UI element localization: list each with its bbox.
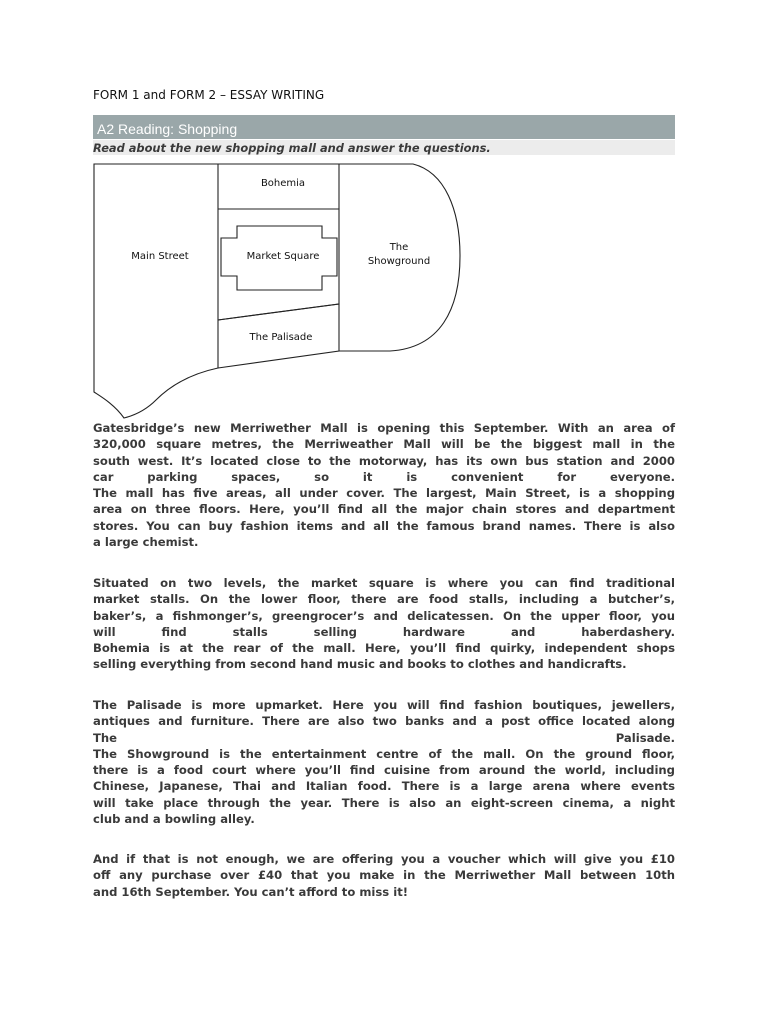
text-line: market stalls. On the lower floor, there are food stalls, including a butcher’s, (93, 592, 675, 607)
text-line: The Showground is the entertainment centre of the mall. On the ground floor, (93, 746, 675, 761)
text-fragment: Palisade. (615, 730, 675, 745)
form-heading: FORM 1 and FORM 2 – ESSAY WRITING (93, 88, 325, 102)
text-line: selling everything from second hand music and books to clothes and handicrafts. (93, 657, 627, 672)
text-line: car parking spaces, so it is convenient for everyone. (93, 469, 675, 484)
article-paragraph-2 (93, 575, 675, 673)
main-street-area (94, 164, 218, 418)
text-line: Gatesbridge’s new Merriwether Mall is opening this September. With an area of (93, 421, 675, 435)
text-line: And if that is not enough, we are offering you a voucher which will give you £10 (93, 852, 675, 866)
text-line: Situated on two levels, the market square is where you can find traditional (93, 576, 675, 590)
map-label-bohemia: Bohemia (260, 178, 306, 189)
article-paragraph-3 (93, 697, 675, 827)
text-line: stores. You can buy fashion items and all the famous brand names. There is also (93, 518, 675, 533)
article-paragraph-4 (93, 851, 675, 900)
article-paragraph-1 (93, 420, 675, 550)
text-line: Chinese, Japanese, Thai and Italian food. There is a large arena where events (93, 779, 675, 794)
banner-title: A2 Reading: Shopping (97, 121, 238, 137)
text-line: Bohemia is at the rear of the mall. Here, you’ll find quirky, independent shops (93, 641, 675, 656)
section-banner (93, 115, 675, 139)
instruction-text: Read about the new shopping mall and answer the questions. (93, 141, 491, 155)
text-line: The mall has five areas, all under cover. The largest, Main Street, is a shopping (93, 486, 675, 501)
text-line: The Palisade is more upmarket. Here you will find fashion boutiques, jewellers, (93, 698, 675, 712)
map-label-palisade: The Palisade (249, 332, 313, 343)
text-line: off any purchase over £40 that you make in the Merriwether Mall between 10th (93, 868, 675, 883)
text-line: antiques and furniture. There are also two banks and a post office located along (93, 714, 675, 729)
text-line: will take place through the year. There is also an eight-screen cinema, a night (93, 795, 675, 810)
map-label-market-square: Market Square (246, 251, 320, 262)
map-label-showground-line2: Showground (367, 256, 431, 267)
text-line: a large chemist. (93, 535, 199, 550)
text-line: baker’s, a fishmonger’s, greengrocer’s and delicatessen. On the upper floor, you (93, 608, 675, 623)
map-label-main-street: Main Street (131, 251, 189, 262)
text-line: will find stalls selling hardware and haberdashery. (93, 624, 675, 639)
text-line: there is a food court where you’ll find cuisine from around the world, including (93, 763, 675, 778)
text-line: south west. It’s located close to the motorway, has its own bus station and 2000 (93, 453, 675, 468)
text-line: area on three floors. Here, you’ll find all the major chain stores and department (93, 502, 675, 517)
text-fragment: The (93, 730, 118, 745)
mall-map (90, 160, 470, 422)
text-line (93, 730, 675, 746)
instruction-bar (93, 140, 675, 155)
text-line: club and a bowling alley. (93, 812, 255, 827)
text-line: 320,000 square metres, the Merriweather Mall will be the biggest mall in the (93, 437, 675, 452)
map-label-showground-line1: The (389, 242, 409, 253)
text-line: and 16th September. You can’t afford to miss it! (93, 884, 409, 899)
